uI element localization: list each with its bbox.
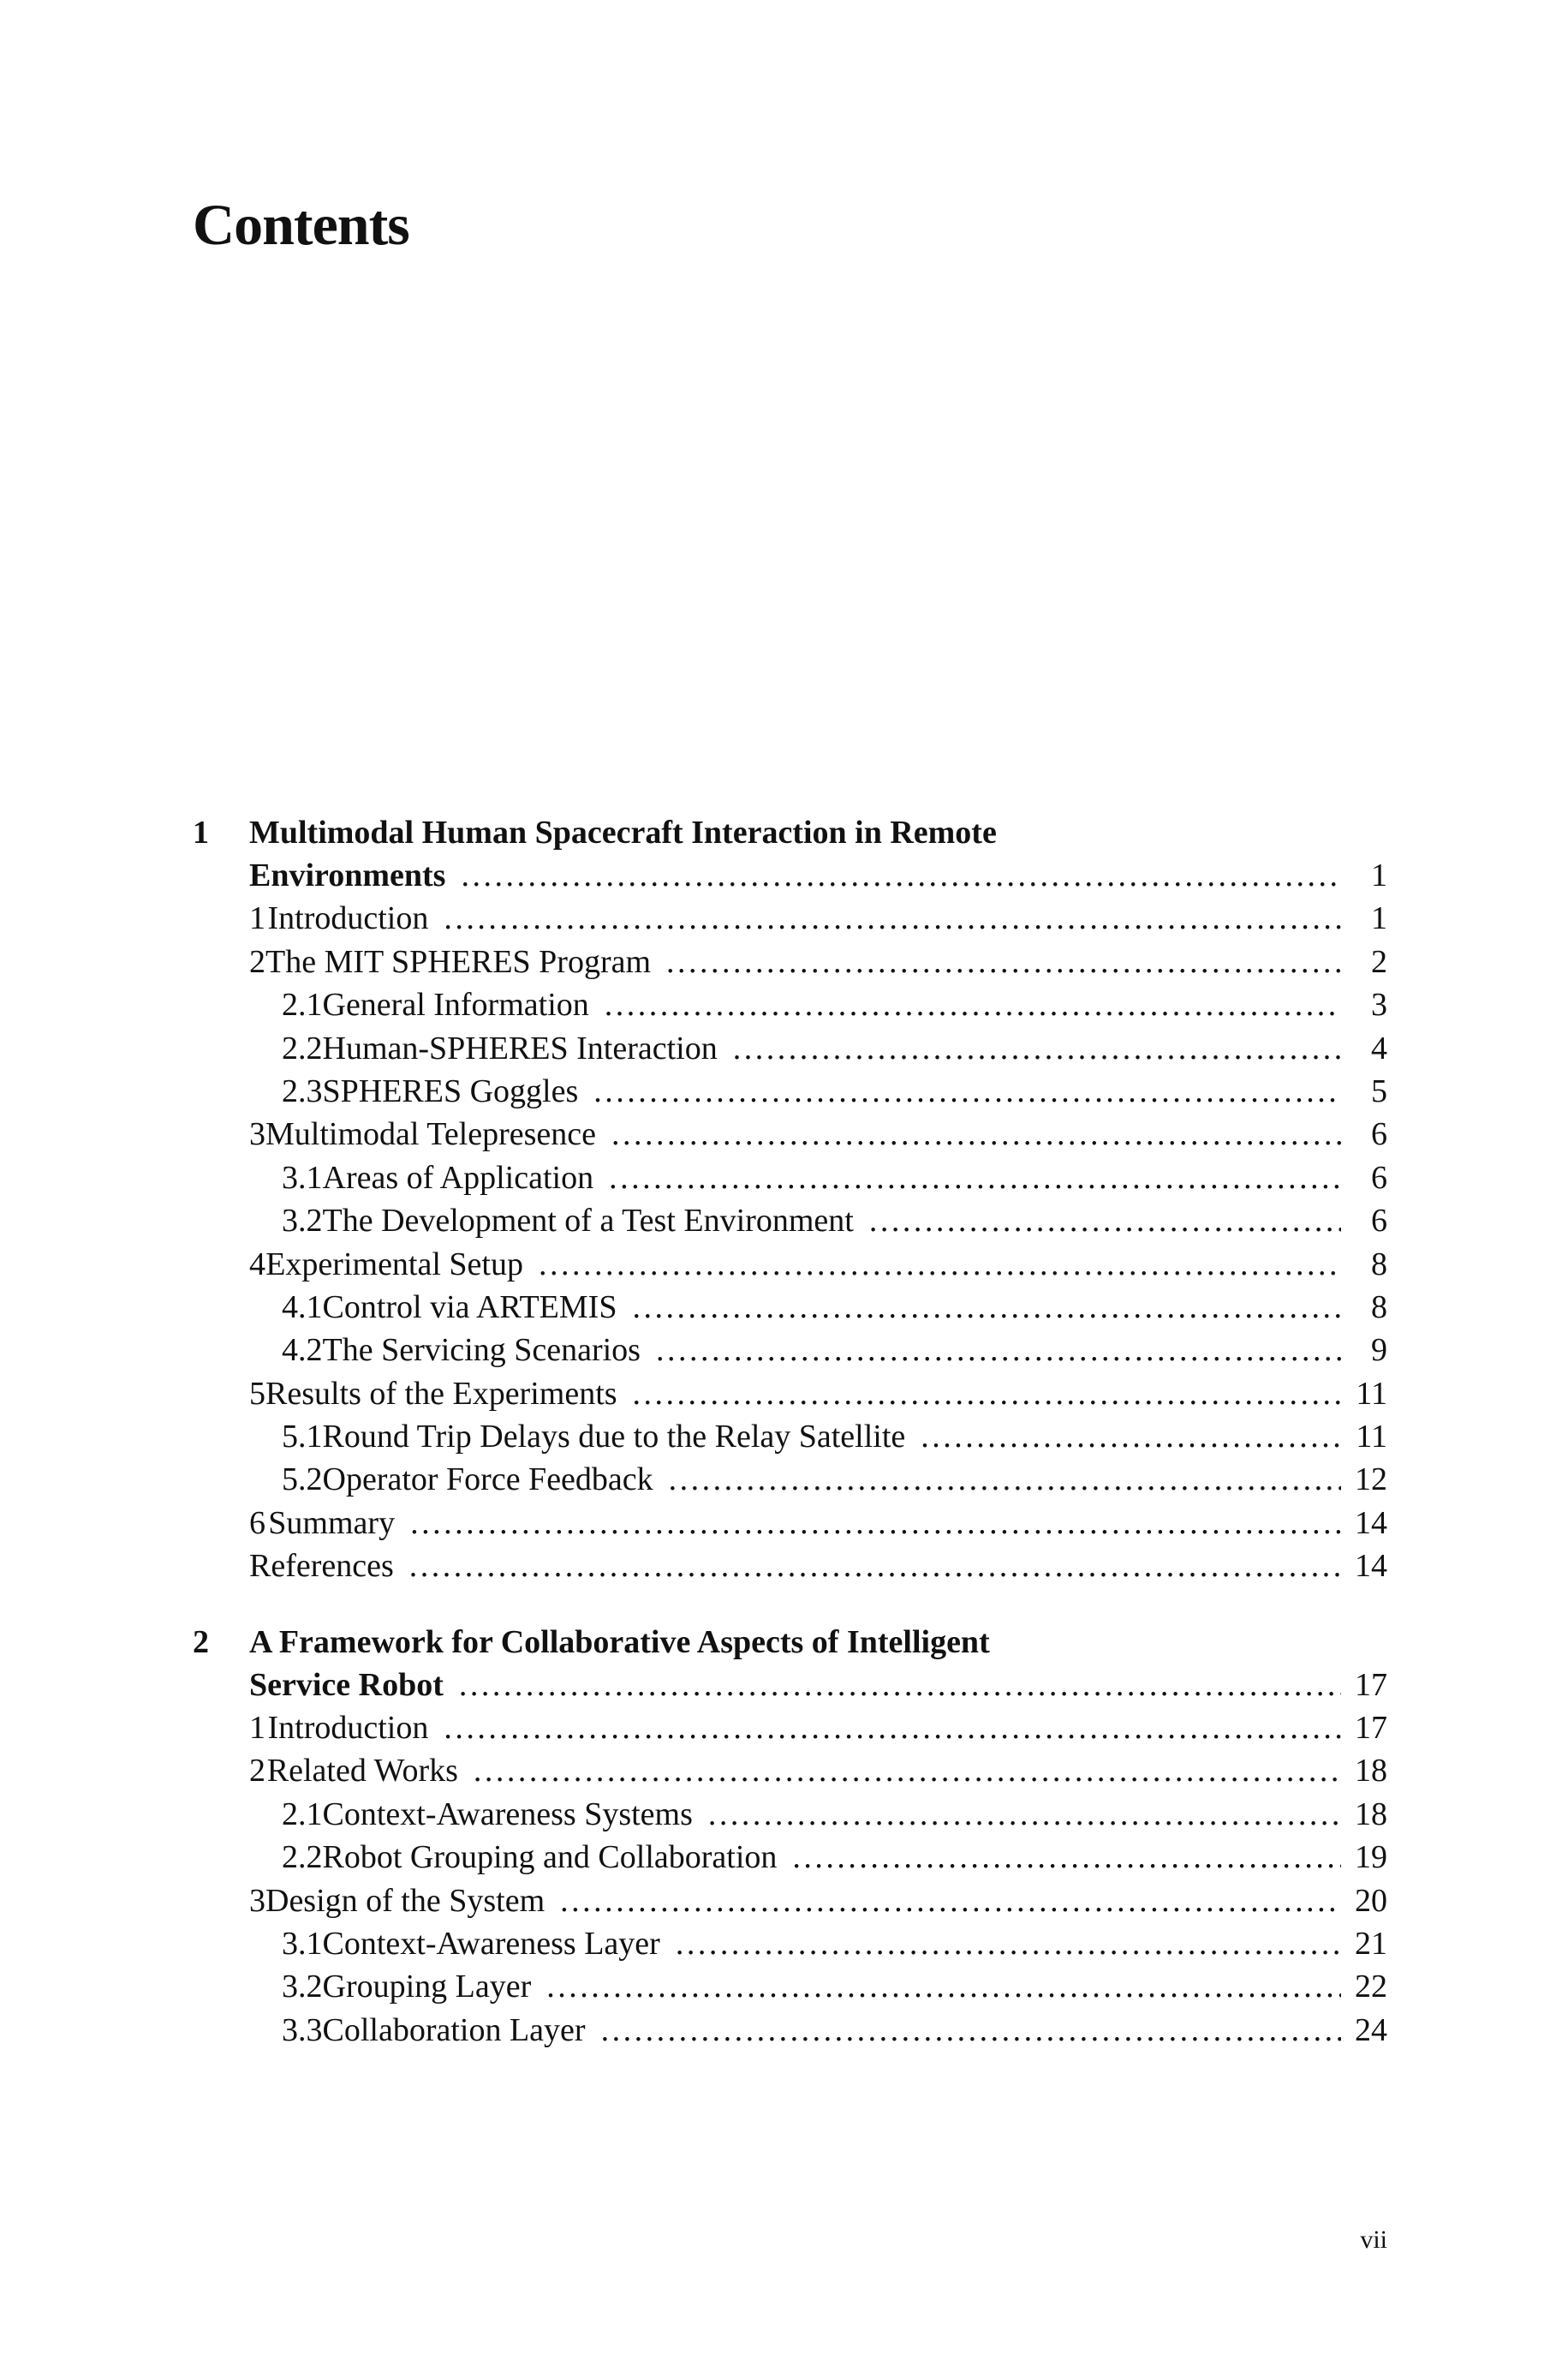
section-number: 2.3 [282, 1072, 323, 1109]
dot-leader [708, 1793, 1341, 1836]
page-number: 6 [1371, 1203, 1387, 1240]
toc-entry[interactable] [193, 1922, 1387, 1965]
section-number: 2.1 [282, 987, 323, 1024]
page-number: 20 [1355, 1882, 1387, 1919]
toc-entry[interactable] [193, 983, 1387, 1026]
page-number: 17 [1355, 1666, 1387, 1703]
section-title: Round Trip Delays due to the Relay Satellite [322, 1419, 906, 1455]
section-title: Context-Awareness Layer [322, 1925, 660, 1962]
page-folio: vii [1360, 2226, 1387, 2254]
toc-entry[interactable] [193, 1415, 1387, 1458]
section-number: 3 [249, 1882, 265, 1919]
page-number: 11 [1356, 1419, 1387, 1455]
dot-leader [546, 1965, 1341, 2008]
section-title: Grouping Layer [322, 1969, 532, 2005]
section-title: General Information [322, 987, 589, 1024]
page-number: 18 [1355, 1753, 1387, 1789]
section-title: Related Works [266, 1753, 458, 1789]
section-number: 4.1 [282, 1288, 323, 1325]
section-number: 2.2 [282, 1030, 323, 1067]
page-number: 17 [1355, 1710, 1387, 1747]
section-number: 2.2 [282, 1839, 323, 1876]
page-number: 4 [1371, 1030, 1387, 1067]
page-number: 12 [1355, 1461, 1387, 1498]
dot-leader [611, 1113, 1341, 1156]
section-title: The MIT SPHERES Program [265, 943, 652, 980]
toc-entry[interactable] [193, 1329, 1387, 1371]
toc-entry[interactable] [193, 1372, 1387, 1415]
chapter-title-continued: Service Robot [249, 1666, 444, 1703]
section-number: 6 [249, 1504, 265, 1541]
dot-leader [869, 1199, 1341, 1242]
page-number: 6 [1371, 1159, 1387, 1196]
section-title: Collaboration Layer [322, 2011, 586, 2048]
dot-leader [444, 1706, 1341, 1749]
section-number: 3 [249, 1116, 265, 1153]
dot-leader [605, 983, 1341, 1026]
dot-leader [921, 1415, 1341, 1458]
dot-leader [609, 1156, 1341, 1199]
section-title: Results of the Experiments [265, 1375, 617, 1412]
section-number: 3.2 [282, 1203, 323, 1240]
section-title: Areas of Application [322, 1159, 594, 1196]
dot-leader [632, 1286, 1341, 1329]
page-number: 22 [1355, 1969, 1387, 2005]
page-number: 1 [1371, 900, 1387, 937]
dot-leader [733, 1027, 1341, 1070]
dot-leader [410, 1502, 1341, 1545]
page-title: Contents [193, 192, 409, 257]
section-number: 3.1 [282, 1925, 323, 1962]
section-number: 1 [249, 1710, 265, 1747]
toc-entry[interactable] [193, 941, 1387, 983]
chapter-2 [193, 1621, 1387, 2052]
section-title: Experimental Setup [265, 1246, 523, 1282]
chapter-title-continued: Environments [249, 857, 446, 893]
page-number: 8 [1371, 1288, 1387, 1325]
toc-entry[interactable] [193, 1836, 1387, 1879]
dot-leader [666, 941, 1341, 983]
section-number: 5.1 [282, 1419, 323, 1455]
page-number: 1 [1371, 857, 1387, 893]
chapter-title-line[interactable] [193, 854, 1387, 897]
toc-entry[interactable] [193, 1965, 1387, 2008]
dot-leader [676, 1922, 1341, 1965]
dot-leader [461, 854, 1341, 897]
dot-leader [593, 1070, 1341, 1113]
dot-leader [560, 1879, 1341, 1922]
dot-leader [601, 2009, 1341, 2052]
page-number: 3 [1371, 987, 1387, 1024]
section-number: 1 [249, 900, 265, 937]
chapter-heading[interactable] [193, 811, 1387, 854]
toc-entry[interactable] [193, 1199, 1387, 1242]
section-number: 2 [249, 1753, 265, 1789]
section-number: 5 [249, 1375, 265, 1412]
chapter-number: 2 [193, 1623, 209, 1660]
chapter-heading[interactable] [193, 1621, 1387, 1664]
toc-entry[interactable] [193, 1458, 1387, 1501]
section-title: Summary [268, 1504, 396, 1541]
toc-entry[interactable] [193, 1113, 1387, 1156]
toc-entry[interactable] [193, 1706, 1387, 1749]
dot-leader [669, 1458, 1341, 1501]
chapter-title: Multimodal Human Spacecraft Interaction in Remote [249, 815, 997, 851]
section-title: References [249, 1548, 394, 1585]
toc-entry[interactable] [193, 1502, 1387, 1545]
dot-leader [474, 1749, 1341, 1792]
page-number: 21 [1355, 1925, 1387, 1962]
page-number: 14 [1355, 1548, 1387, 1585]
chapter-1 [193, 811, 1387, 1588]
page-number: 9 [1371, 1332, 1387, 1369]
toc-entry[interactable] [193, 1286, 1387, 1329]
section-title: Operator Force Feedback [322, 1461, 653, 1498]
dot-leader [444, 897, 1341, 940]
section-title: SPHERES Goggles [322, 1072, 579, 1109]
dot-leader [633, 1372, 1341, 1415]
section-title: Control via ARTEMIS [322, 1288, 617, 1325]
page-number: 19 [1355, 1839, 1387, 1876]
section-title: Human-SPHERES Interaction [322, 1030, 718, 1067]
dot-leader [409, 1545, 1341, 1587]
dot-leader [656, 1329, 1341, 1371]
toc-entry[interactable] [193, 1070, 1387, 1113]
dot-leader [792, 1836, 1341, 1879]
section-number: 4.2 [282, 1332, 323, 1369]
chapter-number: 1 [193, 815, 209, 851]
page-number: 6 [1371, 1116, 1387, 1153]
section-number: 3.1 [282, 1159, 323, 1196]
section-title: Introduction [267, 900, 429, 937]
toc-entry-references[interactable] [193, 1545, 1387, 1587]
section-number: 2.1 [282, 1795, 323, 1832]
section-number: 4 [249, 1246, 265, 1282]
section-title: The Servicing Scenarios [322, 1332, 641, 1369]
page-number: 2 [1371, 943, 1387, 980]
page-number: 5 [1371, 1072, 1387, 1109]
section-number: 3.3 [282, 2011, 323, 2048]
toc-entry[interactable] [193, 2009, 1387, 2052]
dot-leader [459, 1664, 1341, 1706]
section-number: 5.2 [282, 1461, 323, 1498]
table-of-contents [193, 811, 1387, 2052]
toc-entry[interactable] [193, 897, 1387, 940]
page-number: 11 [1356, 1375, 1387, 1412]
section-number: 2 [249, 943, 265, 980]
toc-entry[interactable] [193, 1156, 1387, 1199]
section-number: 3.2 [282, 1969, 323, 2005]
chapter-title-line[interactable] [193, 1664, 1387, 1706]
section-title: Design of the System [265, 1882, 546, 1919]
section-title: The Development of a Test Environment [322, 1203, 854, 1240]
chapter-title: A Framework for Collaborative Aspects of Intelligent [249, 1623, 990, 1660]
toc-entry[interactable] [193, 1793, 1387, 1836]
section-title: Context-Awareness Systems [322, 1795, 693, 1832]
toc-entry[interactable] [193, 1749, 1387, 1792]
page-number: 24 [1355, 2011, 1387, 2048]
dot-leader [539, 1243, 1341, 1286]
toc-entry[interactable] [193, 1027, 1387, 1070]
section-title: Multimodal Telepresence [265, 1116, 597, 1153]
toc-entry[interactable] [193, 1243, 1387, 1286]
section-title: Introduction [267, 1710, 429, 1747]
section-title: Robot Grouping and Collaboration [322, 1839, 778, 1876]
page-number: 8 [1371, 1246, 1387, 1282]
page-number: 14 [1355, 1504, 1387, 1541]
page-number: 18 [1355, 1795, 1387, 1832]
toc-entry[interactable] [193, 1879, 1387, 1922]
